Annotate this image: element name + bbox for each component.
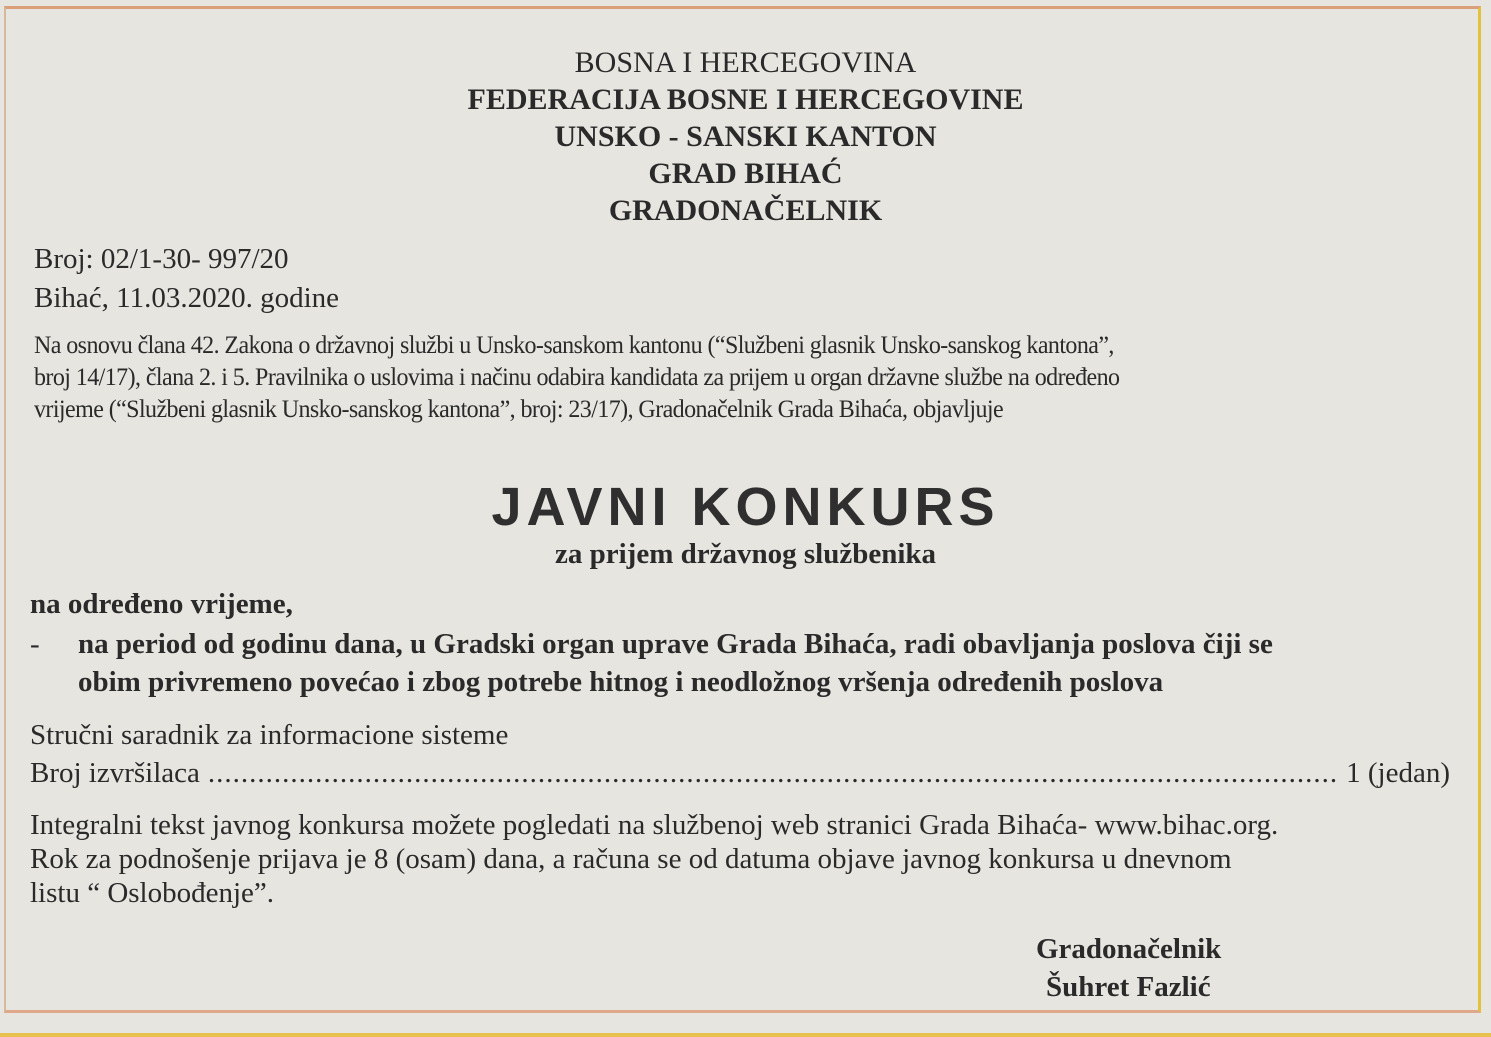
- signature-block: [1036, 930, 1221, 1006]
- list-dash: -: [30, 628, 40, 660]
- intro-line: broj 14/17), člana 2. i 5. Pravilnika o uslovima i načinu odabira kandidata za prijem u organ državne službe na određeno: [34, 364, 1120, 391]
- dotted-leader: [208, 754, 1338, 792]
- period-item-text: [78, 625, 1460, 701]
- signature-name: Šuhret Fazlić: [1046, 971, 1211, 1003]
- header-country: BOSNA I HERCEGOVINA: [574, 46, 917, 79]
- executors-count-row: [30, 754, 1450, 792]
- executors-count-label: Broj izvršilaca: [30, 757, 200, 789]
- notice-line: Integralni tekst javnog konkursa možete pogledati na službenoj web stranici Grada Bihaća- www.bihac.org.: [30, 809, 1279, 841]
- header-city: GRAD BIHAĆ: [648, 157, 843, 190]
- notice-line: listu “ Oslobođenje”.: [30, 877, 275, 909]
- intro-paragraph: [34, 330, 1397, 426]
- signature-role: Gradonačelnik: [1036, 933, 1222, 965]
- document-place-date: Bihać, 11.03.2020. godine: [34, 282, 339, 314]
- notice-line: Rok za podnošenje prijava je 8 (osam) dana, a računa se od datuma objave javnog konkursa u dnevnom: [30, 843, 1232, 875]
- intro-line: vrijeme (“Službeni glasnik Unsko-sanskog kantona”, broj: 23/17), Gradonačelnik Grada Bihaća, objavljuje: [34, 396, 1004, 423]
- document-title: JAVNI KONKURS: [491, 477, 1000, 537]
- header-canton: UNSKO - SANSKI KANTON: [554, 120, 937, 153]
- document-subtitle: za prijem državnog službenika: [554, 538, 937, 570]
- document-header: [0, 44, 1491, 229]
- notice-paragraph: [30, 808, 1446, 910]
- header-federation: FEDERACIJA BOSNE I HERCEGOVINE: [467, 83, 1024, 116]
- document-meta: [34, 240, 339, 318]
- period-item: [30, 625, 1460, 701]
- period-item-line: obim privremeno povećao i zbog potrebe hitnog i neodložnog vršenja određenih poslova: [78, 666, 1164, 698]
- header-office: GRADONAČELNIK: [608, 194, 883, 227]
- executors-count-value: 1 (jedan): [1346, 757, 1450, 789]
- document-number: Broj: 02/1-30- 997/20: [34, 243, 289, 275]
- position-name: Stručni saradnik za informacione sisteme: [30, 719, 509, 751]
- employment-period: [30, 585, 1460, 701]
- intro-line: Na osnovu člana 42. Zakona o državnoj službi u Unsko-sanskom kantonu (“Službeni glasnik Unsko-sanskog kantona”,: [34, 332, 1114, 359]
- period-item-line: na period od godinu dana, u Gradski organ uprave Grada Bihaća, radi obavljanja poslova čiji se: [78, 628, 1273, 660]
- period-heading: na određeno vrijeme,: [30, 588, 293, 620]
